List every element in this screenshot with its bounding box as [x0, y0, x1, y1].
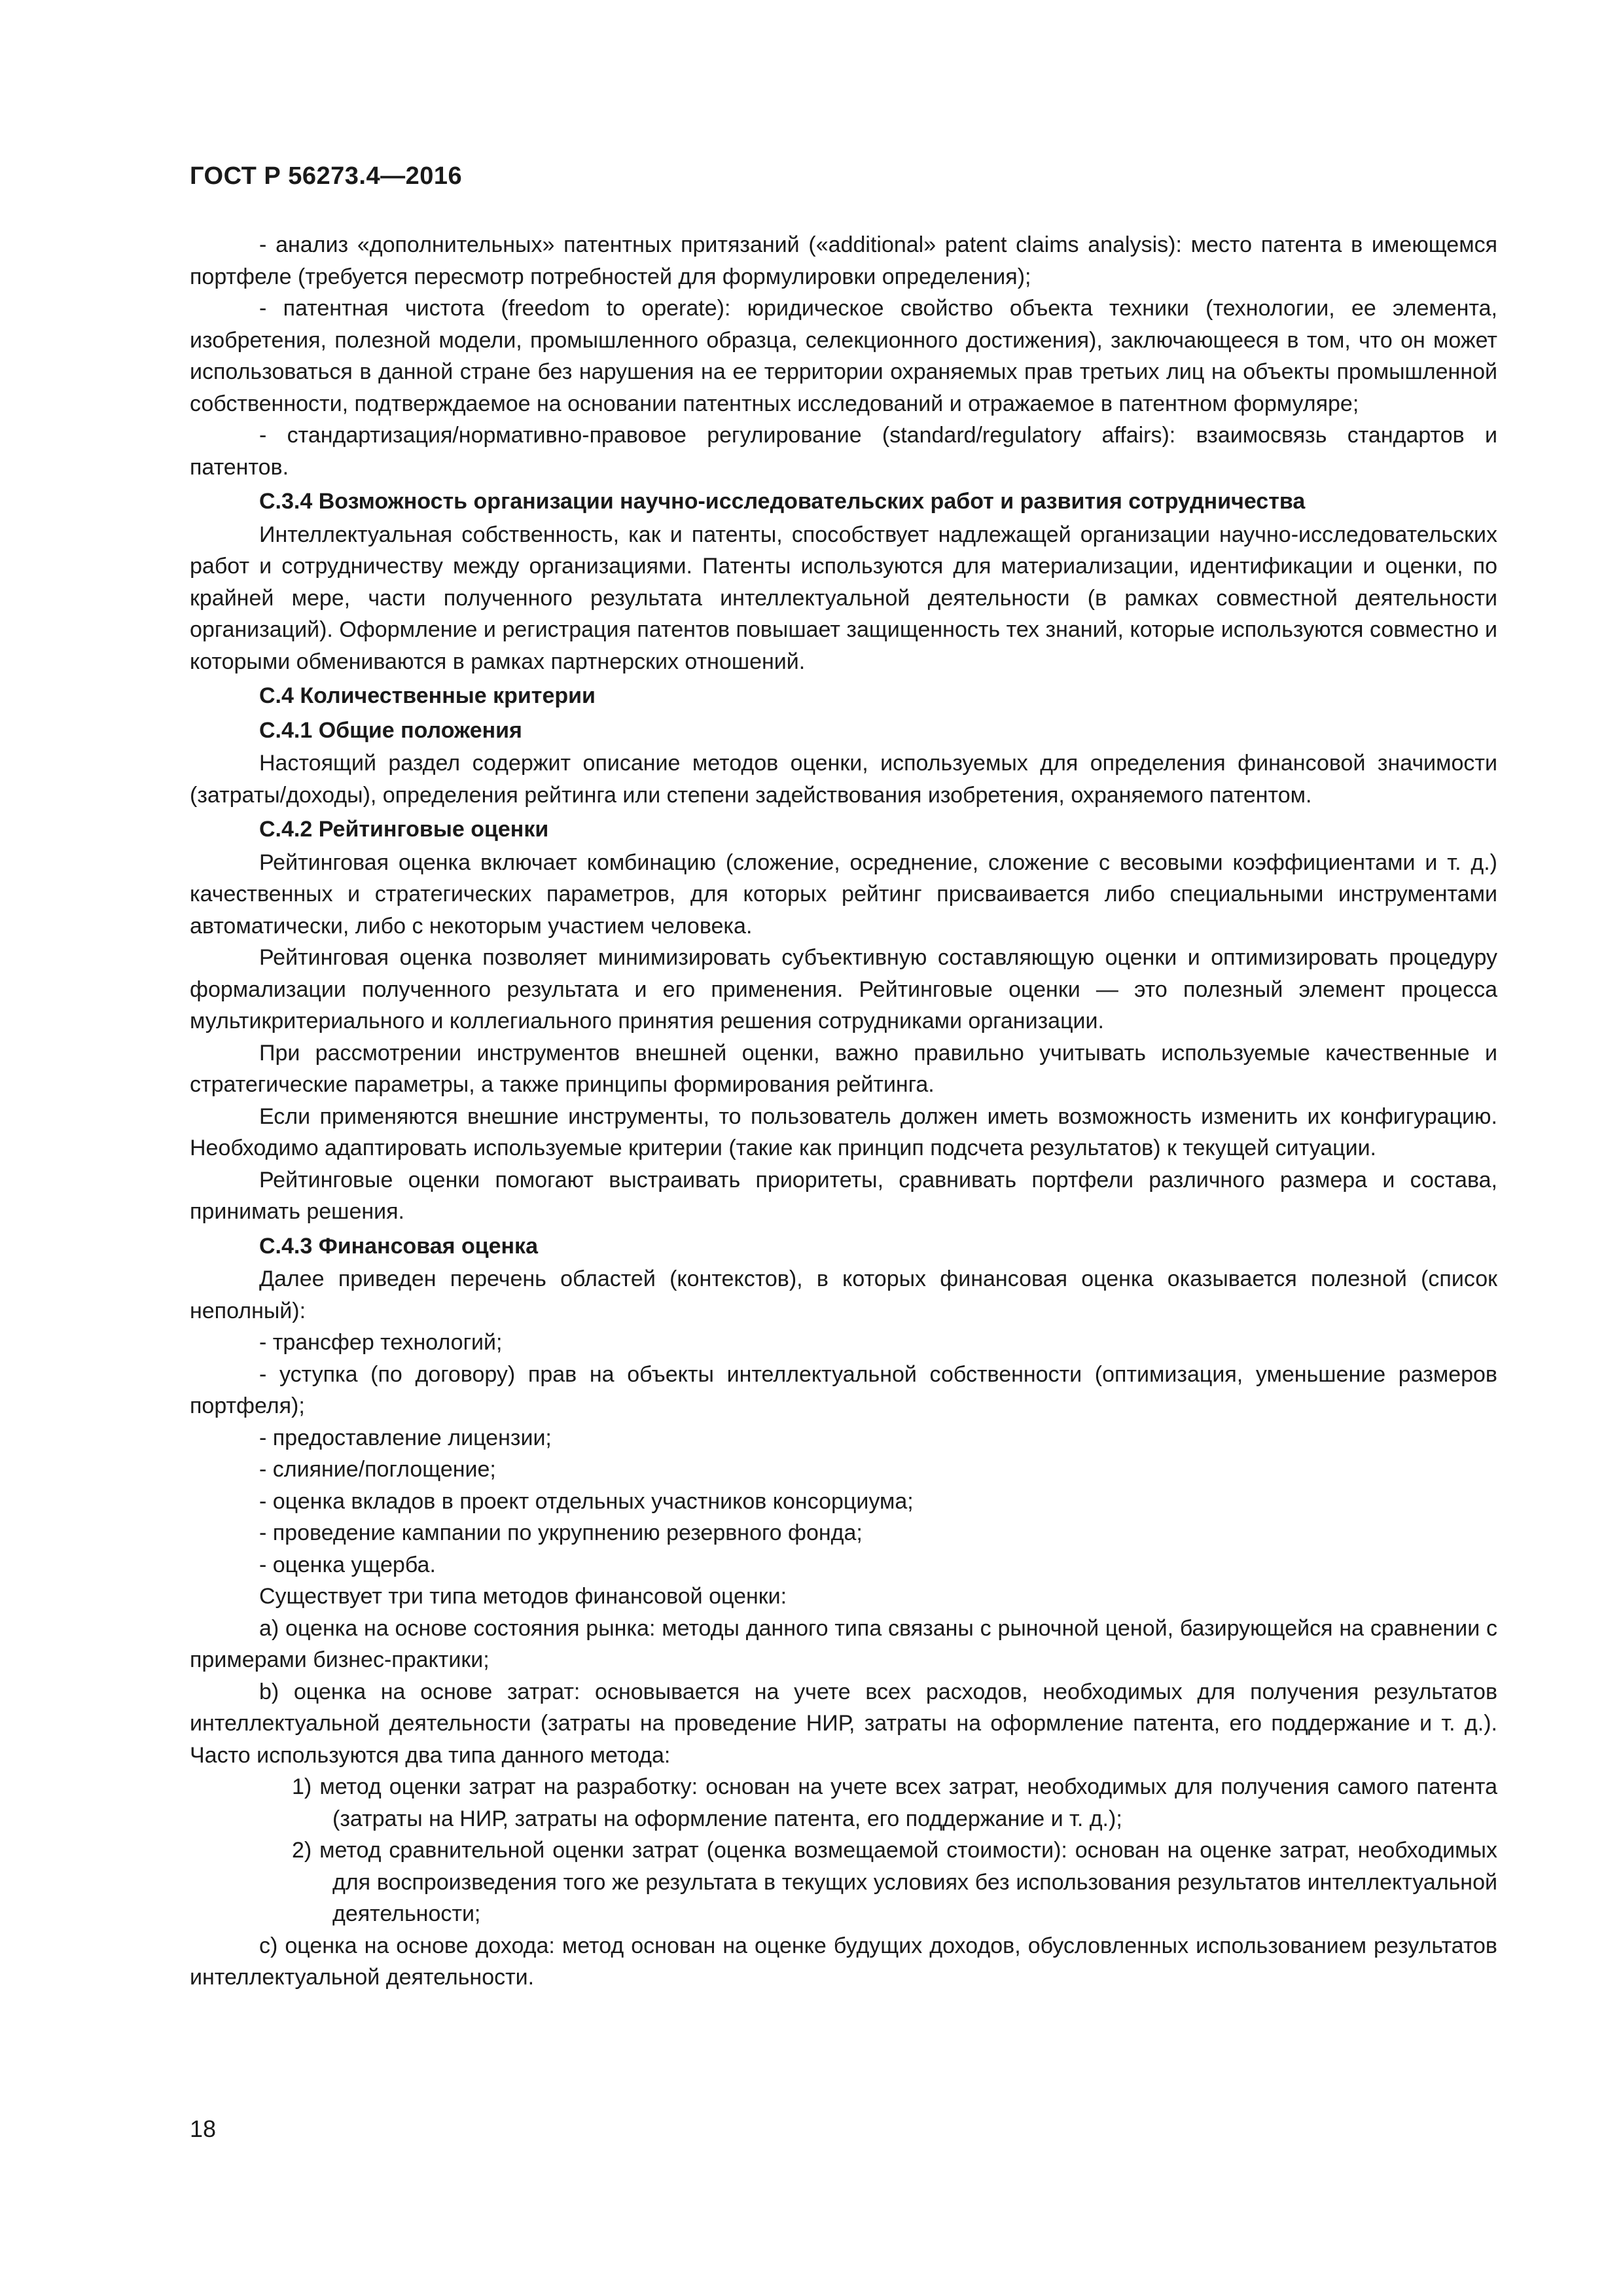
section-heading-c41: С.4.1 Общие положения — [259, 717, 522, 743]
list-item: - уступка (по договору) прав на объекты интеллектуальной собственности (оптимизация, уменьшение размеров портфеля); — [190, 1361, 1497, 1418]
paragraph: Существует три типа методов финансовой оценки: — [259, 1584, 787, 1609]
list-item: - анализ «дополнительных» патентных притязаний («additional» patent claims analysis): место патента в имеющемся портфеле (требуется пересмотр потребностей для формулировки определения); — [190, 232, 1497, 289]
section-heading-c43: С.4.3 Финансовая оценка — [259, 1233, 538, 1259]
document-body — [190, 229, 1497, 1994]
list-item: - слияние/поглощение; — [259, 1457, 496, 1482]
list-item: - трансфер технологий; — [259, 1330, 503, 1355]
list-item: - патентная чистота (freedom to operate): юридическое свойство объекта техники (технологии, ее элемента, изобретения, полезной модели, промышленного образца, селекционного достижения), заключающееся в том, что он может использоваться в данной стране без нарушения на ее территории охраняемых прав третьих лиц на объекты промышленной собственности, подтверждаемое на основании патентных исследований и отражаемое в патентном формуляре; — [190, 296, 1497, 416]
list-item: - предоставление лицензии; — [259, 1425, 552, 1450]
paragraph: Рейтинговые оценки помогают выстраивать приоритеты, сравнивать портфели различного размера и состава, принимать решения. — [190, 1167, 1497, 1224]
paragraph: Если применяются внешние инструменты, то пользователь должен иметь возможность изменить их конфигурацию. Необходимо адаптировать используемые критерии (такие как принцип подсчета результатов) к текущей ситуации. — [190, 1103, 1497, 1160]
paragraph: При рассмотрении инструментов внешней оценки, важно правильно учитывать используемые качественные и стратегические параметры, а также принципы формирования рейтинга. — [190, 1040, 1497, 1097]
sub-list-item: 2) метод сравнительной оценки затрат (оценка возмещаемой стоимости): основан на оценке затрат, необходимых для воспроизведения того же результата в текущих условиях без использования результатов интеллектуальной деятельности; — [292, 1838, 1497, 1926]
list-item: a) оценка на основе состояния рынка: методы данного типа связаны с рыночной ценой, базирующейся на сравнении с примерами бизнес-практики; — [190, 1615, 1497, 1672]
section-heading-c42: С.4.2 Рейтинговые оценки — [259, 817, 549, 842]
list-item: b) оценка на основе затрат: основывается на учете всех расходов, необходимых для получения результатов интеллектуальной деятельности (затраты на проведение НИР, затраты на оформление патента, его поддержание и т. д.). Часто используются два типа данного метода: — [190, 1679, 1497, 1768]
list-item: - оценка вкладов в проект отдельных участников консорциума; — [259, 1488, 914, 1514]
list-item: - проведение кампании по укрупнению резервного фонда; — [259, 1520, 863, 1545]
list-item: c) оценка на основе дохода: метод основан на оценке будущих доходов, обусловленных использованием результатов интеллектуальной деятельности. — [190, 1933, 1497, 1990]
paragraph: Рейтинговая оценка позволяет минимизировать субъективную составляющую оценки и оптимизировать процедуру формализации полученного результата и его применения. Рейтинговые оценки — это полезный элемент процесса мультикритериального и коллегиального принятия решения сотрудниками организации. — [190, 945, 1497, 1033]
paragraph: Далее приведен перечень областей (контекстов), в которых финансовая оценка оказывается полезной (список неполный): — [190, 1266, 1497, 1323]
section-heading-c34: С.3.4 Возможность организации научно-исследовательских работ и развития сотрудничества — [259, 489, 1306, 514]
list-item: - оценка ущерба. — [259, 1552, 436, 1577]
document-header: ГОСТ Р 56273.4—2016 — [190, 162, 463, 190]
paragraph: Настоящий раздел содержит описание методов оценки, используемых для определения финансовой значимости (затраты/доходы), определения рейтинга или степени задействования изобретения, охраняемого патентом. — [190, 751, 1497, 808]
sub-list-item: 1) метод оценки затрат на разработку: основан на учете всех затрат, необходимых для получения самого патента (затраты на НИР, затраты на оформление патента, его поддержание и т. д.); — [292, 1774, 1497, 1831]
page-number: 18 — [190, 2115, 217, 2142]
list-item: - стандартизация/нормативно-правовое регулирование (standard/regulatory affairs): взаимосвязь стандартов и патентов. — [190, 423, 1497, 480]
section-heading-c4: С.4 Количественные критерии — [259, 683, 596, 708]
paragraph: Интеллектуальная собственность, как и патенты, способствует надлежащей организации научно-исследовательских работ и сотрудничеству между организациями. Патенты используются для материализации, идентификации и оценки, по крайней мере, части полученного результата интеллектуальной деятельности (в рамках совместной деятельности организаций). Оформление и регистрация патентов повышает защищенность тех знаний, которые используются совместно и которыми обмениваются в рамках партнерских отношений. — [190, 522, 1497, 674]
paragraph: Рейтинговая оценка включает комбинацию (сложение, осреднение, сложение с весовыми коэффициентами и т. д.) качественных и стратегических параметров, для которых рейтинг присваивается либо специальными инструментами автоматически, либо с некоторым участием человека. — [190, 850, 1497, 939]
